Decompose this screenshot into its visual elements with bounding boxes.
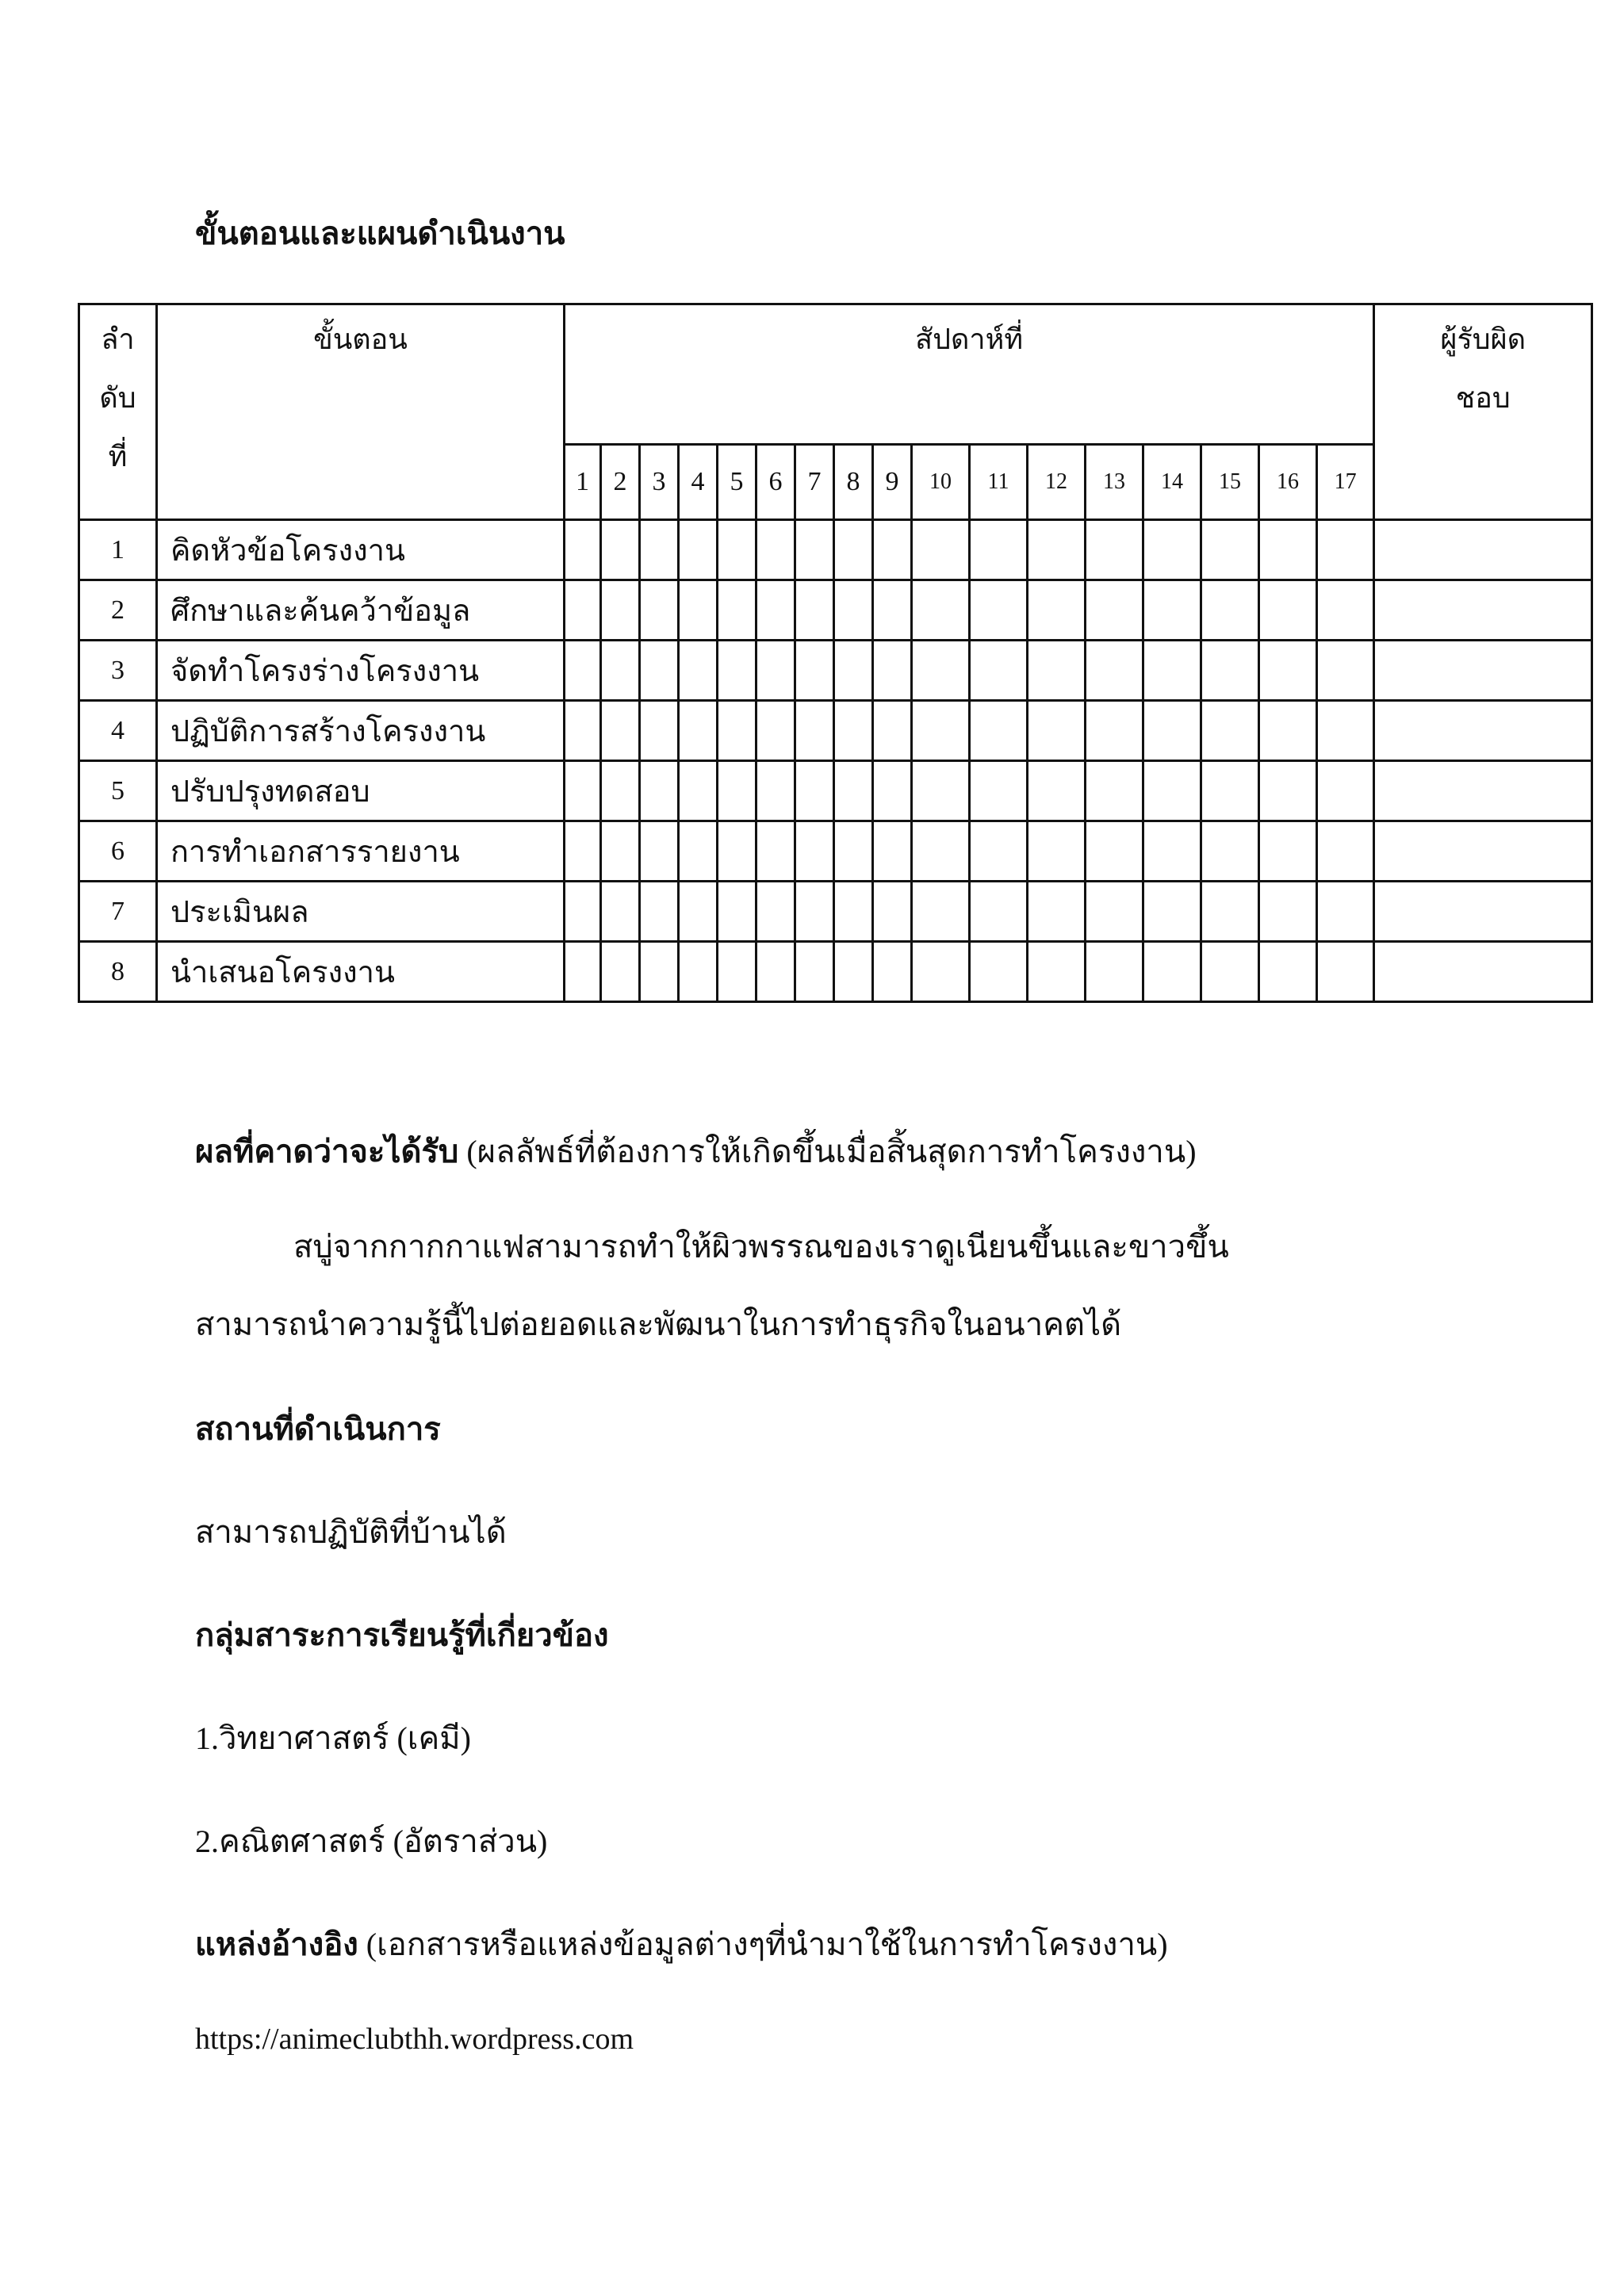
week-cell-2: [601, 761, 640, 821]
week-cell-12: [1028, 641, 1086, 701]
week-cell-3: [640, 761, 679, 821]
week-number-11: 11: [970, 445, 1028, 520]
table-row: [79, 701, 1592, 761]
week-cell-3: [640, 520, 679, 580]
week-cell-11: [970, 942, 1028, 1002]
week-cell-13: [1086, 701, 1143, 761]
week-cell-15: [1201, 882, 1259, 942]
week-cell-16: [1259, 641, 1317, 701]
week-cell-11: [970, 821, 1028, 882]
week-cell-5: [718, 580, 756, 641]
week-cell-1: [565, 641, 601, 701]
week-number-5: 5: [718, 445, 756, 520]
expected-line-2: สามารถนำความรู้นี้ไปต่อยอดและพัฒนาในการทำธุรกิจในอนาคตได้: [195, 1307, 1122, 1342]
responsible-cell: [1374, 821, 1592, 882]
week-cell-5: [718, 882, 756, 942]
week-cell-10: [912, 520, 970, 580]
week-cell-1: [565, 882, 601, 942]
week-cell-2: [601, 942, 640, 1002]
week-cell-12: [1028, 580, 1086, 641]
row-step: คิดหัวข้อโครงงาน: [157, 520, 565, 580]
week-cell-3: [640, 882, 679, 942]
expected-results: [195, 1126, 1197, 1177]
week-cell-6: [756, 821, 795, 882]
week-cell-10: [912, 821, 970, 882]
row-step: นำเสนอโครงงาน: [157, 942, 565, 1002]
week-cell-12: [1028, 942, 1086, 1002]
week-cell-9: [873, 821, 912, 882]
week-number-2: 2: [601, 445, 640, 520]
week-number-12: 12: [1028, 445, 1086, 520]
row-number: 6: [79, 821, 157, 882]
week-cell-8: [834, 761, 873, 821]
plan-table: [78, 303, 1593, 1003]
row-step: ปรับปรุงทดสอบ: [157, 761, 565, 821]
week-cell-17: [1317, 942, 1374, 1002]
week-cell-13: [1086, 520, 1143, 580]
week-cell-11: [970, 882, 1028, 942]
week-cell-11: [970, 641, 1028, 701]
week-cell-14: [1143, 882, 1201, 942]
week-cell-2: [601, 641, 640, 701]
week-cell-9: [873, 580, 912, 641]
week-cell-12: [1028, 882, 1086, 942]
week-cell-8: [834, 580, 873, 641]
week-cell-8: [834, 520, 873, 580]
week-cell-7: [795, 520, 834, 580]
week-cell-9: [873, 761, 912, 821]
week-cell-4: [679, 761, 718, 821]
row-number: 7: [79, 882, 157, 942]
week-cell-4: [679, 641, 718, 701]
week-cell-6: [756, 761, 795, 821]
expected-heading: ผลที่คาดว่าจะได้รับ: [195, 1134, 459, 1169]
week-cell-14: [1143, 641, 1201, 701]
week-cell-6: [756, 701, 795, 761]
week-cell-15: [1201, 821, 1259, 882]
subject-item-2: 2.คณิตศาสตร์ (อัตราส่วน): [195, 1823, 548, 1859]
table-row: [79, 882, 1592, 942]
week-cell-2: [601, 882, 640, 942]
table-row: [79, 761, 1592, 821]
week-cell-7: [795, 580, 834, 641]
week-cell-12: [1028, 821, 1086, 882]
header-responsible: ผู้รับผิด ชอบ: [1374, 304, 1592, 520]
row-step: ศึกษาและค้นคว้าข้อมูล: [157, 580, 565, 641]
week-cell-9: [873, 942, 912, 1002]
week-cell-9: [873, 641, 912, 701]
row-step: การทำเอกสารรายงาน: [157, 821, 565, 882]
week-cell-16: [1259, 580, 1317, 641]
week-cell-15: [1201, 641, 1259, 701]
responsible-cell: [1374, 882, 1592, 942]
week-cell-1: [565, 701, 601, 761]
row-number: 1: [79, 520, 157, 580]
week-cell-8: [834, 701, 873, 761]
week-cell-14: [1143, 942, 1201, 1002]
week-cell-4: [679, 520, 718, 580]
expected-line-1: สบู่จากกากกาแฟสามารถทำให้ผิวพรรณของเราดูเนียนขึ้นและขาวขึ้น: [293, 1229, 1229, 1265]
expected-note: (ผลลัพธ์ที่ต้องการให้เกิดขึ้นเมื่อสิ้นสุดการทำโครงงาน): [458, 1134, 1197, 1169]
week-cell-3: [640, 580, 679, 641]
week-cell-8: [834, 641, 873, 701]
week-cell-14: [1143, 821, 1201, 882]
responsible-cell: [1374, 641, 1592, 701]
week-cell-9: [873, 882, 912, 942]
week-cell-11: [970, 701, 1028, 761]
week-cell-14: [1143, 580, 1201, 641]
week-number-3: 3: [640, 445, 679, 520]
week-cell-4: [679, 701, 718, 761]
reference-url[interactable]: https://animeclubthh.wordpress.com: [195, 2022, 634, 2056]
responsible-cell: [1374, 580, 1592, 641]
week-cell-16: [1259, 701, 1317, 761]
week-cell-11: [970, 580, 1028, 641]
week-cell-7: [795, 942, 834, 1002]
week-cell-12: [1028, 761, 1086, 821]
week-cell-16: [1259, 882, 1317, 942]
table-row: [79, 580, 1592, 641]
week-cell-10: [912, 701, 970, 761]
week-cell-13: [1086, 641, 1143, 701]
week-cell-16: [1259, 520, 1317, 580]
week-cell-1: [565, 821, 601, 882]
week-cell-5: [718, 942, 756, 1002]
responsible-cell: [1374, 701, 1592, 761]
week-cell-17: [1317, 701, 1374, 761]
subject-item-1: 1.วิทยาศาสตร์ (เคมี): [195, 1720, 471, 1756]
week-cell-15: [1201, 580, 1259, 641]
week-cell-17: [1317, 821, 1374, 882]
week-cell-9: [873, 520, 912, 580]
week-cell-17: [1317, 520, 1374, 580]
row-step: ปฏิบัติการสร้างโครงงาน: [157, 701, 565, 761]
header-step: ขั้นตอน: [157, 304, 565, 520]
week-number-17: 17: [1317, 445, 1374, 520]
week-cell-12: [1028, 701, 1086, 761]
week-cell-14: [1143, 520, 1201, 580]
week-cell-14: [1143, 701, 1201, 761]
table-row: [79, 942, 1592, 1002]
week-cell-2: [601, 701, 640, 761]
week-number-9: 9: [873, 445, 912, 520]
week-cell-13: [1086, 761, 1143, 821]
week-cell-3: [640, 821, 679, 882]
row-number: 2: [79, 580, 157, 641]
week-cell-2: [601, 520, 640, 580]
week-cell-6: [756, 580, 795, 641]
week-number-16: 16: [1259, 445, 1317, 520]
week-number-13: 13: [1086, 445, 1143, 520]
week-cell-16: [1259, 821, 1317, 882]
week-number-6: 6: [756, 445, 795, 520]
table-row: [79, 821, 1592, 882]
week-cell-15: [1201, 761, 1259, 821]
week-cell-5: [718, 701, 756, 761]
week-cell-11: [970, 520, 1028, 580]
week-number-8: 8: [834, 445, 873, 520]
row-number: 5: [79, 761, 157, 821]
week-cell-2: [601, 821, 640, 882]
week-cell-11: [970, 761, 1028, 821]
week-cell-17: [1317, 761, 1374, 821]
week-number-1: 1: [565, 445, 601, 520]
week-cell-7: [795, 821, 834, 882]
week-cell-8: [834, 882, 873, 942]
week-cell-10: [912, 580, 970, 641]
week-cell-13: [1086, 580, 1143, 641]
week-cell-17: [1317, 882, 1374, 942]
week-cell-13: [1086, 821, 1143, 882]
week-cell-7: [795, 701, 834, 761]
week-cell-1: [565, 580, 601, 641]
week-number-15: 15: [1201, 445, 1259, 520]
responsible-cell: [1374, 761, 1592, 821]
table-row: [79, 520, 1592, 580]
week-cell-10: [912, 882, 970, 942]
week-cell-4: [679, 882, 718, 942]
week-number-7: 7: [795, 445, 834, 520]
week-cell-5: [718, 821, 756, 882]
week-cell-10: [912, 761, 970, 821]
row-number: 8: [79, 942, 157, 1002]
responsible-cell: [1374, 942, 1592, 1002]
week-cell-5: [718, 761, 756, 821]
week-number-10: 10: [912, 445, 970, 520]
week-cell-5: [718, 641, 756, 701]
plan-heading: ขั้นตอนและแผนดำเนินงาน: [195, 216, 565, 251]
table-row: [79, 641, 1592, 701]
week-cell-2: [601, 580, 640, 641]
week-cell-15: [1201, 701, 1259, 761]
location-heading: สถานที่ดำเนินการ: [195, 1411, 441, 1447]
references-note: (เอกสารหรือแหล่งข้อมูลต่างๆที่นำมาใช้ในการทำโครงงาน): [358, 1927, 1168, 1962]
week-cell-6: [756, 942, 795, 1002]
header-week: สัปดาห์ที่: [565, 304, 1374, 445]
row-step: จัดทำโครงร่างโครงงาน: [157, 641, 565, 701]
week-cell-1: [565, 761, 601, 821]
week-cell-8: [834, 942, 873, 1002]
week-cell-15: [1201, 942, 1259, 1002]
week-number-4: 4: [679, 445, 718, 520]
week-cell-17: [1317, 641, 1374, 701]
week-cell-16: [1259, 761, 1317, 821]
week-cell-12: [1028, 520, 1086, 580]
table-header-row: [79, 304, 1592, 445]
week-cell-4: [679, 942, 718, 1002]
week-cell-3: [640, 942, 679, 1002]
location-text: สามารถปฏิบัติที่บ้านได้: [195, 1514, 507, 1550]
week-cell-6: [756, 520, 795, 580]
week-cell-13: [1086, 882, 1143, 942]
week-cell-4: [679, 821, 718, 882]
week-cell-13: [1086, 942, 1143, 1002]
week-cell-6: [756, 882, 795, 942]
responsible-cell: [1374, 520, 1592, 580]
week-cell-16: [1259, 942, 1317, 1002]
references: [195, 1919, 1168, 1969]
row-number: 4: [79, 701, 157, 761]
week-cell-3: [640, 701, 679, 761]
week-cell-14: [1143, 761, 1201, 821]
row-step: ประเมินผล: [157, 882, 565, 942]
week-cell-15: [1201, 520, 1259, 580]
week-cell-7: [795, 882, 834, 942]
week-cell-10: [912, 942, 970, 1002]
header-order: ลำ ดับ ที่: [79, 304, 157, 520]
week-cell-5: [718, 520, 756, 580]
week-cell-10: [912, 641, 970, 701]
week-cell-7: [795, 761, 834, 821]
week-number-14: 14: [1143, 445, 1201, 520]
subjects-heading: กลุ่มสาระการเรียนรู้ที่เกี่ยวข้อง: [195, 1617, 609, 1653]
week-cell-4: [679, 580, 718, 641]
week-cell-9: [873, 701, 912, 761]
week-cell-1: [565, 520, 601, 580]
week-cell-3: [640, 641, 679, 701]
week-cell-17: [1317, 580, 1374, 641]
week-cell-7: [795, 641, 834, 701]
references-heading: แหล่งอ้างอิง: [195, 1927, 358, 1962]
week-cell-1: [565, 942, 601, 1002]
row-number: 3: [79, 641, 157, 701]
week-cell-6: [756, 641, 795, 701]
week-cell-8: [834, 821, 873, 882]
